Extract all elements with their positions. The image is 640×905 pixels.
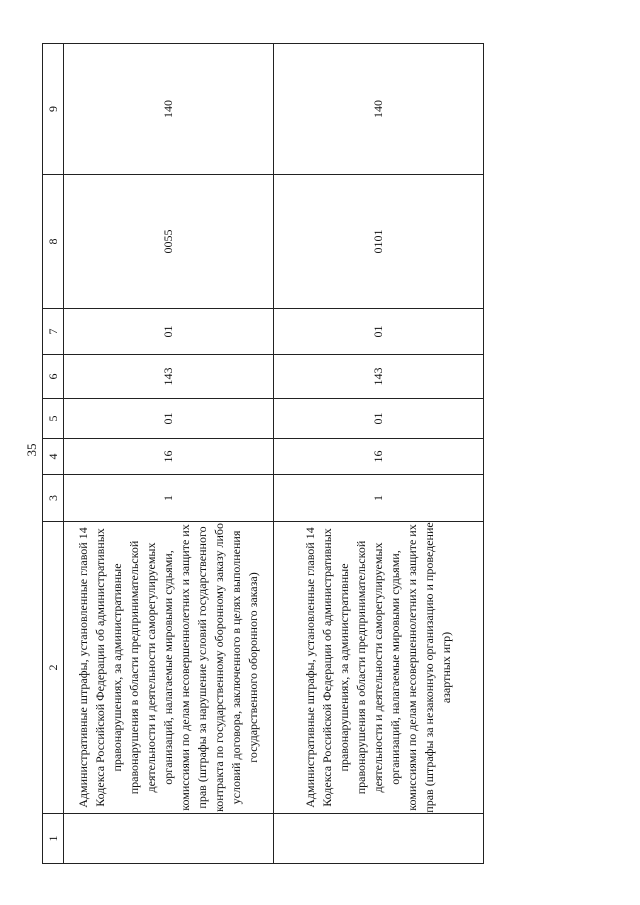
- row-2-col-1: [274, 814, 484, 864]
- header-cell-1: 1: [43, 814, 64, 864]
- table-row: [64, 44, 274, 864]
- header-cell-3: 3: [43, 475, 64, 522]
- row-1-col-4: 16: [64, 439, 274, 475]
- row-1-col-3: 1: [64, 475, 274, 522]
- row-1-description-text: Административные штрафы, установленные главой 14 Кодекса Российской Федерации об административных правонарушениях, за административные правонарушения в области предпринимательской деятельности и деятельности саморегулируемых организаций, налагаемые мировыми судьями, комиссиями по делам несовершеннолетних и защите их прав (штрафы за нарушение условий государственного контракта по государственному оборонному заказу либо условий договора, заключенного в целях выполнения государственного оборонного заказа): [76, 523, 260, 812]
- row-1-col-6: 143: [64, 355, 274, 399]
- row-1-col-1: [64, 814, 274, 864]
- header-cell-2: 2: [43, 522, 64, 814]
- row-2-description: [274, 522, 484, 814]
- header-cell-6: 6: [43, 355, 64, 399]
- row-1-description: [64, 522, 274, 814]
- row-2-description-text: Административные штрафы, установленные главой 14 Кодекса Российской Федерации об административных правонарушениях, за административные правонарушения в области предпринимательской деятельности и деятельности саморегулируемых организаций, налагаемые мировыми судьями, комиссиями по делам несовершеннолетних и защите их прав (штрафы за незаконную организацию и проведение азартных игр): [303, 522, 453, 813]
- row-2-col-5: 01: [274, 399, 484, 439]
- row-2-col-8: 0101: [274, 175, 484, 309]
- row-2-col-6: 143: [274, 355, 484, 399]
- header-cell-8: 8: [43, 175, 64, 309]
- row-2-col-3: 1: [274, 475, 484, 522]
- table-header-row: [43, 44, 64, 864]
- row-2-col-7: 01: [274, 309, 484, 355]
- header-cell-5: 5: [43, 399, 64, 439]
- row-1-col-7: 01: [64, 309, 274, 355]
- row-2-col-9: 140: [274, 44, 484, 175]
- row-1-col-8: 0055: [64, 175, 274, 309]
- row-1-col-9: 140: [64, 44, 274, 175]
- page-number: 35: [24, 443, 39, 457]
- header-cell-9: 9: [43, 44, 64, 175]
- classification-table: [42, 43, 484, 864]
- table-row: [274, 44, 484, 864]
- header-cell-7: 7: [43, 309, 64, 355]
- rotated-page-content: [42, 44, 622, 864]
- header-cell-4: 4: [43, 439, 64, 475]
- row-1-col-5: 01: [64, 399, 274, 439]
- row-2-col-4: 16: [274, 439, 484, 475]
